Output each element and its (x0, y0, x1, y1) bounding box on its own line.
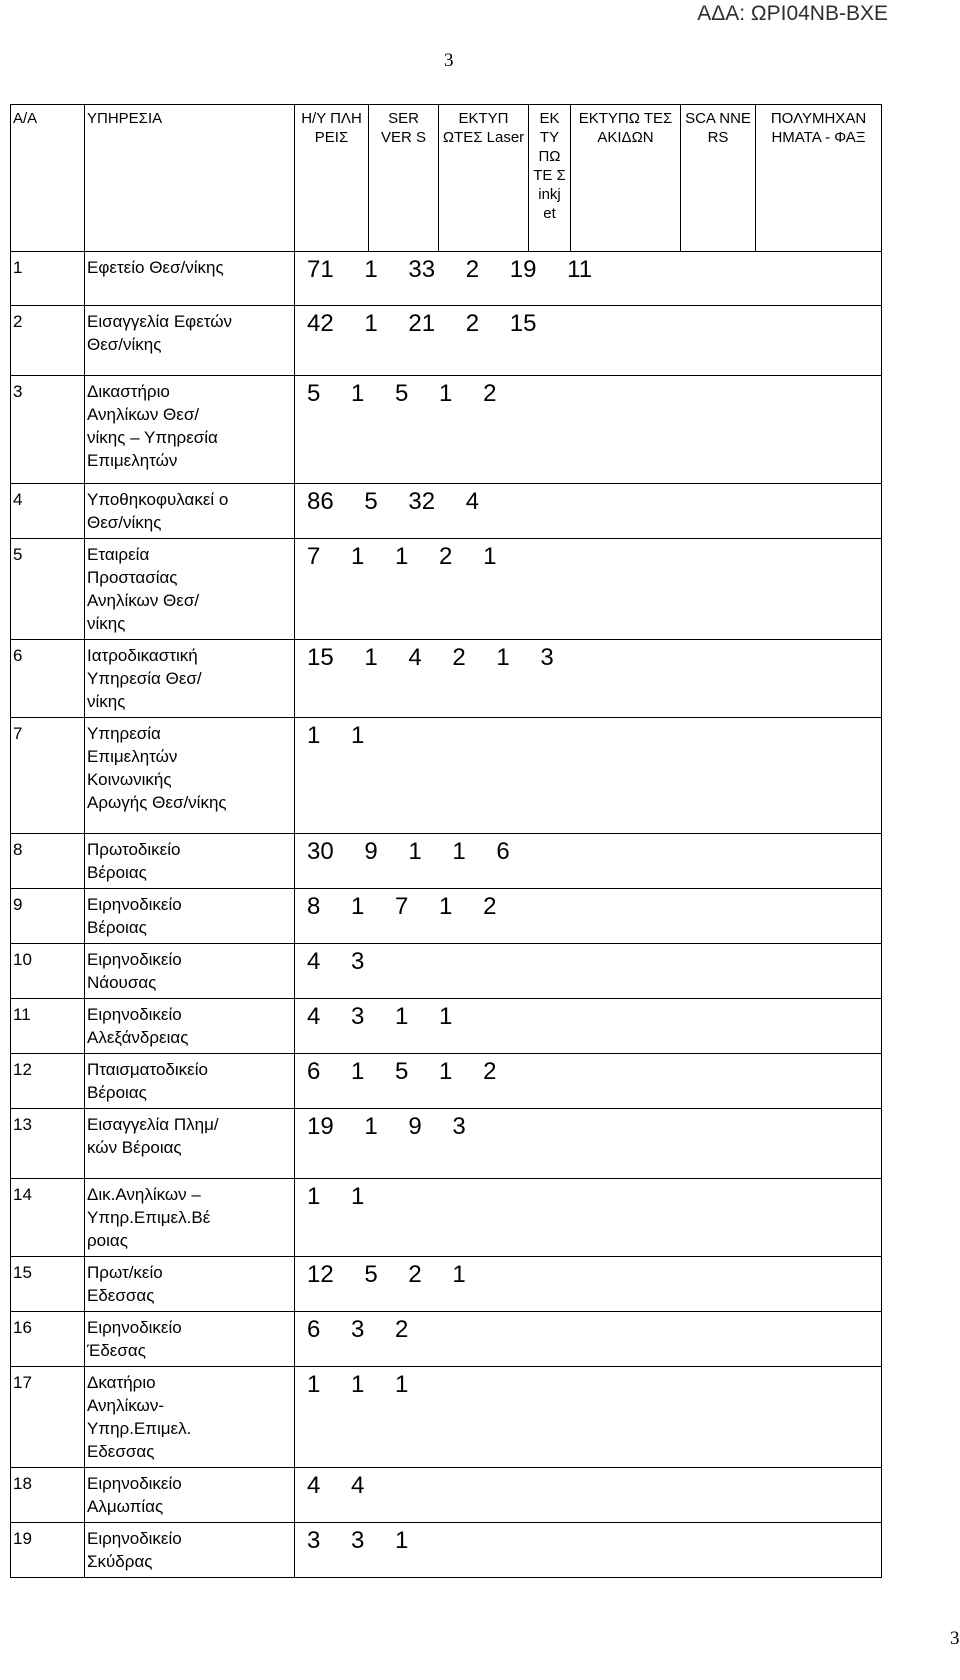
row-number: 13 (11, 1109, 85, 1179)
row-values-cell (295, 889, 882, 944)
row-values: 3 3 1 (307, 1527, 409, 1554)
row-service: Εφετείο Θεσ/νίκης (85, 252, 295, 306)
row-number: 15 (11, 1257, 85, 1312)
table-row (11, 834, 882, 889)
row-service: Εισαγγελία Πλημ/κών Βέροιας (85, 1109, 295, 1179)
row-values: 4 3 (307, 948, 365, 975)
table-row (11, 1109, 882, 1179)
row-values: 19 1 9 3 (307, 1113, 466, 1140)
row-service: Ειρηνοδικείο Αλμωπίας (85, 1468, 295, 1523)
header-row (11, 105, 882, 252)
table-row (11, 1054, 882, 1109)
row-values: 4 4 (307, 1472, 365, 1499)
row-number: 18 (11, 1468, 85, 1523)
row-number: 19 (11, 1523, 85, 1578)
row-service: Εταιρεία Προστασίας Ανηλίκων Θεσ/νίκης (85, 539, 295, 640)
table-row (11, 306, 882, 376)
table-row (11, 1468, 882, 1523)
row-values-cell (295, 640, 882, 718)
row-number: 11 (11, 999, 85, 1054)
row-values-cell (295, 1468, 882, 1523)
row-service: Ειρηνοδικείο Νάουσας (85, 944, 295, 999)
row-values-cell (295, 999, 882, 1054)
row-values-cell (295, 718, 882, 834)
row-number: 10 (11, 944, 85, 999)
row-values: 6 1 5 1 2 (307, 1058, 497, 1085)
row-service: Ειρηνοδικείο Σκύδρας (85, 1523, 295, 1578)
table-row (11, 718, 882, 834)
row-values: 1 1 1 (307, 1371, 409, 1398)
table-row (11, 889, 882, 944)
row-values: 4 3 1 1 (307, 1003, 453, 1030)
col-pcs: Η/Υ ΠΛΗ ΡΕΙΣ (295, 105, 369, 252)
row-service: Δκατήριο Ανηλίκων- Υπηρ.Επιμελ. Εδεσσας (85, 1367, 295, 1468)
row-service: Πρωτοδικείο Βέροιας (85, 834, 295, 889)
row-service: Εισαγγελία Εφετών Θεσ/νίκης (85, 306, 295, 376)
row-values-cell (295, 539, 882, 640)
row-values: 86 5 32 4 (307, 488, 480, 515)
row-values-cell (295, 1179, 882, 1257)
row-values-cell (295, 1257, 882, 1312)
row-values: 8 1 7 1 2 (307, 893, 497, 920)
equipment-table (10, 104, 882, 1578)
row-number: 5 (11, 539, 85, 640)
row-values: 42 1 21 2 15 (307, 310, 537, 337)
row-values: 6 3 2 (307, 1316, 409, 1343)
row-number: 16 (11, 1312, 85, 1367)
col-laser: ΕΚΤΥΠ ΩΤΕΣ Laser (439, 105, 529, 252)
row-values: 7 1 1 2 1 (307, 543, 497, 570)
row-values-cell (295, 306, 882, 376)
row-values-cell (295, 1054, 882, 1109)
ada-code: ΑΔΑ: ΩΡΙ04ΝΒ-ΒΧΕ (697, 2, 888, 25)
table-row (11, 944, 882, 999)
table-row (11, 640, 882, 718)
table-row (11, 484, 882, 539)
col-inkjet: ΕΚ ΤΥ ΠΩ ΤΕ Σ inkj et (529, 105, 571, 252)
col-service: ΥΠΗΡΕΣΙΑ (85, 105, 295, 252)
row-values-cell (295, 1367, 882, 1468)
row-number: 12 (11, 1054, 85, 1109)
row-service: Πρωτ/κείο Εδεσσας (85, 1257, 295, 1312)
table-row (11, 376, 882, 484)
table-row (11, 999, 882, 1054)
row-service: Πταισματοδικείο Βέροιας (85, 1054, 295, 1109)
row-values: 1 1 (307, 722, 365, 749)
row-values: 30 9 1 1 6 (307, 838, 510, 865)
row-service: Δικ.Ανηλίκων – Υπηρ.Επιμελ.Βέ ροιας (85, 1179, 295, 1257)
row-service: Υπηρεσία Επιμελητών Κοινωνικής Αρωγής Θεσ/νίκης (85, 718, 295, 834)
row-values: 71 1 33 2 19 11 (307, 256, 593, 283)
row-number: 3 (11, 376, 85, 484)
row-number: 14 (11, 1179, 85, 1257)
col-dot-matrix: ΕΚΤΥΠΩ ΤΕΣ ΑΚΙΔΩΝ (571, 105, 681, 252)
row-values-cell (295, 376, 882, 484)
row-values: 5 1 5 1 2 (307, 380, 497, 407)
row-number: 8 (11, 834, 85, 889)
table-row (11, 1312, 882, 1367)
row-service: Ειρηνοδικείο Βέροιας (85, 889, 295, 944)
table-row (11, 252, 882, 306)
row-values-cell (295, 1312, 882, 1367)
row-number: 9 (11, 889, 85, 944)
col-scanners: SCA NNE RS (681, 105, 756, 252)
table-row (11, 539, 882, 640)
row-number: 4 (11, 484, 85, 539)
row-service: Υποθηκοφυλακεί ο Θεσ/νίκης (85, 484, 295, 539)
row-number: 6 (11, 640, 85, 718)
row-values-cell (295, 1523, 882, 1578)
row-values-cell (295, 1109, 882, 1179)
table-row (11, 1523, 882, 1578)
row-number: 1 (11, 252, 85, 306)
row-number: 17 (11, 1367, 85, 1468)
table-row (11, 1367, 882, 1468)
row-values-cell (295, 834, 882, 889)
row-service: Ειρηνοδικείο Έδεσας (85, 1312, 295, 1367)
row-service: Ιατροδικαστική Υπηρεσία Θεσ/νίκης (85, 640, 295, 718)
table-row (11, 1257, 882, 1312)
page-number: 3 (444, 50, 454, 71)
row-values-cell (295, 484, 882, 539)
row-values: 12 5 2 1 (307, 1261, 466, 1288)
row-number: 2 (11, 306, 85, 376)
row-number: 7 (11, 718, 85, 834)
bottom-page-number: 3 (950, 1628, 960, 1649)
row-values-cell (295, 944, 882, 999)
row-service: Δικαστήριο Ανηλίκων Θεσ/νίκης – Υπηρεσία Επιμελητών (85, 376, 295, 484)
table-row (11, 1179, 882, 1257)
col-multifunction: ΠΟΛΥΜΗΧΑΝ ΗΜΑΤΑ - ΦΑΞ (756, 105, 882, 252)
row-values-cell (295, 252, 882, 306)
row-values: 15 1 4 2 1 3 (307, 644, 554, 671)
col-servers: SER VER S (369, 105, 439, 252)
row-values: 1 1 (307, 1183, 365, 1210)
row-service: Ειρηνοδικείο Αλεξάνδρειας (85, 999, 295, 1054)
col-aa: Α/Α (11, 105, 85, 252)
